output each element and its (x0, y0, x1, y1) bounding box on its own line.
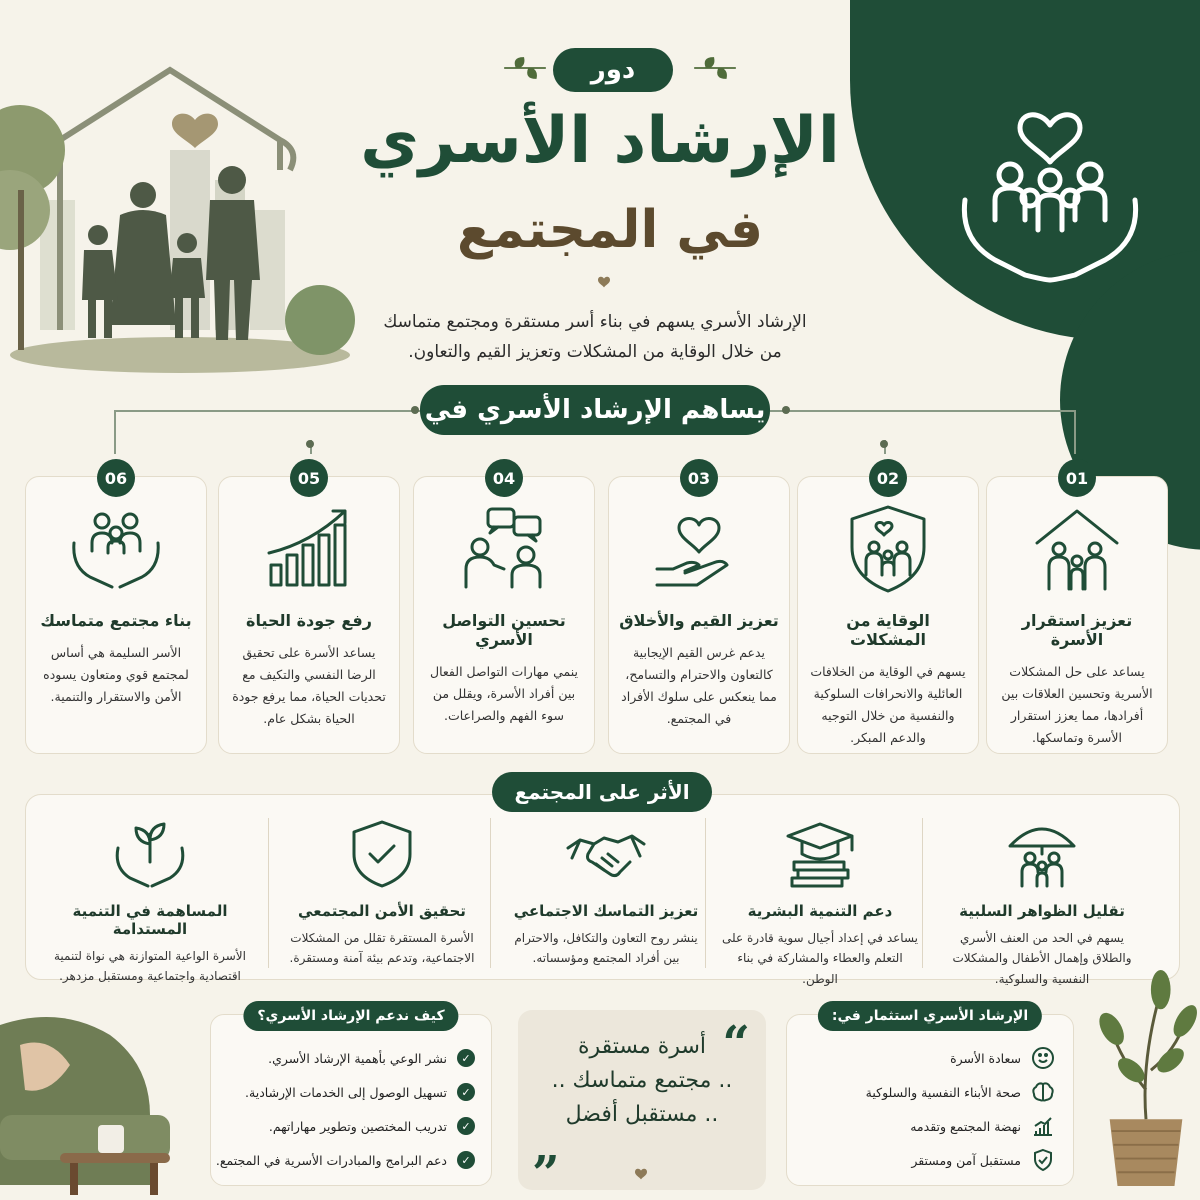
contribution-card (413, 468, 595, 754)
support-item (211, 1143, 475, 1177)
handshake-icon (566, 818, 646, 888)
potted-plant-illustration (1092, 965, 1200, 1195)
impact-title: تعزيز التماسك الاجتماعي (513, 902, 699, 920)
impact-item (50, 818, 250, 987)
investment-item (787, 1109, 1055, 1143)
armchair-illustration (0, 980, 200, 1200)
card-number: 05 (290, 459, 328, 497)
support-item-label: نشر الوعي بأهمية الإرشاد الأسري. (268, 1050, 447, 1066)
support-box (210, 1008, 492, 1186)
shield-check-icon (342, 818, 422, 888)
quote-box (518, 1010, 766, 1200)
card-title: رفع جودة الحياة (246, 611, 372, 630)
title-tag: دور (553, 48, 673, 92)
support-item-label: تسهيل الوصول إلى الخدمات الإرشادية. (245, 1084, 447, 1100)
quote-line-1: أسرة مستقرة (577, 1034, 707, 1059)
investment-item-label: سعادة الأسرة (950, 1050, 1021, 1066)
divider (268, 818, 269, 968)
card-title: بناء مجتمع متماسك (40, 611, 192, 630)
investment-item (787, 1075, 1055, 1109)
impact-item (282, 818, 482, 969)
quote-line-2: .. مجتمع متماسك .. (551, 1068, 733, 1094)
connector-line (1074, 410, 1076, 454)
support-item (211, 1109, 475, 1143)
connector-line (115, 410, 420, 412)
investment-box (786, 1008, 1074, 1186)
card-text: الأسر السليمة هي أساس لمجتمع قوي ومتعاون يسوده الأمن والاستقرار والتنمية. (43, 645, 189, 704)
page-title: الإرشاد الأسري (360, 104, 840, 178)
impact-title: المساهمة في التنمية المستدامة (72, 902, 228, 938)
hands-community-icon (68, 503, 164, 593)
card-number: 06 (97, 459, 135, 497)
check-icon: ✓ (457, 1117, 475, 1135)
divider (490, 818, 491, 968)
brain-icon (1031, 1080, 1055, 1104)
open-quote-icon: “ (722, 1016, 750, 1072)
impact-title: دعم التنمية البشرية (747, 902, 893, 920)
support-item (211, 1041, 475, 1075)
investment-item (787, 1143, 1055, 1177)
impact-text: يساعد في إعداد أجيال سوية قادرة على التعلم والعطاء والمشاركة في بناء الوطن. (722, 931, 918, 986)
close-quote-icon: ” (532, 1146, 560, 1200)
card-text: ينمي مهارات التواصل الفعال بين أفراد الأسرة، ويقلل من سوء الفهم والصراعات. (430, 664, 578, 723)
shield-check-small-icon (1031, 1148, 1055, 1172)
connector-line (114, 410, 116, 454)
leaf-decoration-icon (500, 55, 550, 81)
impact-text: يسهم في الحد من العنف الأسري والطلاق وإهمال الأطفال والمشكلات النفسية والسلوكية. (952, 931, 1132, 986)
intro-line-1: الإرشاد الأسري يسهم في بناء أسر مستقرة ومجتمع متماسك (383, 312, 807, 332)
card-number: 04 (485, 459, 523, 497)
house-family-icon (1029, 503, 1125, 593)
card-number: 02 (869, 459, 907, 497)
impact-item (942, 818, 1142, 989)
support-item-label: دعم البرامج والمبادرات الأسرية في المجتمع. (215, 1152, 447, 1168)
bar-growth-icon (1031, 1114, 1055, 1138)
support-item-label: تدريب المختصين وتطوير مهاراتهم. (268, 1118, 447, 1134)
card-title: تعزيز القيم والأخلاق (619, 611, 779, 630)
impact-text: الأسرة الواعية المتوازنة هي نواة لتنمية اقتصادية واجتماعية ومستقبل مزدهر. (54, 949, 246, 984)
check-icon: ✓ (457, 1083, 475, 1101)
contribution-card (25, 468, 207, 754)
support-item (211, 1075, 475, 1109)
impact-item (720, 818, 920, 989)
smile-icon (1031, 1046, 1055, 1070)
leaf-decoration-icon (690, 55, 740, 81)
family-house-illustration (0, 30, 360, 380)
impact-text: ينشر روح التعاون والتكافل، والاحترام بين أفراد المجتمع ومؤسساته. (514, 931, 698, 966)
chat-people-icon (456, 503, 552, 593)
contribution-card (218, 468, 400, 754)
graduation-books-icon (780, 818, 860, 888)
impact-title: تحقيق الأمن المجتمعي (298, 902, 466, 920)
quote-line-3: .. مستقبل أفضل (565, 1102, 719, 1128)
heart-icon (634, 1168, 648, 1180)
impact-text: الأسرة المستقرة تقلل من المشكلات الاجتماعية، وتدعم بيئة آمنة ومستقرة. (289, 931, 475, 966)
investment-item-label: مستقبل آمن ومستقر (911, 1152, 1021, 1168)
contribution-card (797, 468, 979, 754)
connector-dot (306, 440, 314, 448)
investment-item-label: صحة الأبناء النفسية والسلوكية (865, 1084, 1021, 1100)
hands-sprout-icon (110, 818, 190, 888)
connector-dot (411, 406, 419, 414)
connector-dot (782, 406, 790, 414)
card-text: يدعم غرس القيم الإيجابية كالتعاون والاحترام والتسامح، مما ينعكس على سلوك الأفراد في المجتمع. (621, 645, 777, 726)
section-heading-contributions: يساهم الإرشاد الأسري في (420, 385, 770, 435)
check-icon: ✓ (457, 1049, 475, 1067)
connector-line (770, 410, 1075, 412)
umbrella-family-icon (1002, 818, 1082, 888)
impact-title: تقليل الظواهر السلبية (959, 902, 1125, 920)
contribution-card (608, 468, 790, 754)
check-icon: ✓ (457, 1151, 475, 1169)
card-text: يسهم في الوقاية من الخلافات العائلية والانحرافات السلوكية والنفسية من خلال التوجيه والدعم المبكر. (810, 664, 966, 745)
investment-heading: الإرشاد الأسري استثمار في: (818, 1001, 1042, 1031)
card-title: تحسين التواصل الأسري (442, 611, 566, 649)
hand-heart-icon (651, 503, 747, 593)
growth-chart-icon (261, 503, 357, 593)
quote-text (518, 1030, 766, 1132)
intro-line-2: من خلال الوقاية من المشكلات وتعزيز القيم والتعاون. (408, 341, 782, 362)
contribution-card (986, 468, 1168, 754)
investment-item-label: نهضة المجتمع وتقدمه (910, 1118, 1021, 1134)
section-heading-impact: الأثر على المجتمع (492, 772, 712, 812)
divider (922, 818, 923, 968)
support-heading: كيف ندعم الإرشاد الأسري؟ (243, 1001, 458, 1031)
investment-item (787, 1041, 1055, 1075)
card-number: 03 (680, 459, 718, 497)
page-subtitle: في المجتمع (456, 200, 764, 260)
card-title: الوقاية من المشكلات (846, 611, 930, 649)
card-title: تعزيز استقرار الأسرة (1021, 611, 1133, 649)
intro-text (360, 308, 830, 368)
card-text: يساعد الأسرة على تحقيق الرضا النفسي والتكيف مع تحديات الحياة، مما يرفع جودة الحياة بشكل عام. (232, 645, 386, 726)
card-number: 01 (1058, 459, 1096, 497)
card-text: يساعد على حل المشكلات الأسرية وتحسين العلاقات بين أفرادها، مما يعزز استقرار الأسرة وتماسكها. (1001, 664, 1153, 745)
heart-icon (597, 276, 611, 288)
connector-dot (880, 440, 888, 448)
impact-item (506, 818, 706, 969)
shield-family-icon (840, 503, 936, 593)
hands-family-heart-icon (945, 80, 1155, 290)
